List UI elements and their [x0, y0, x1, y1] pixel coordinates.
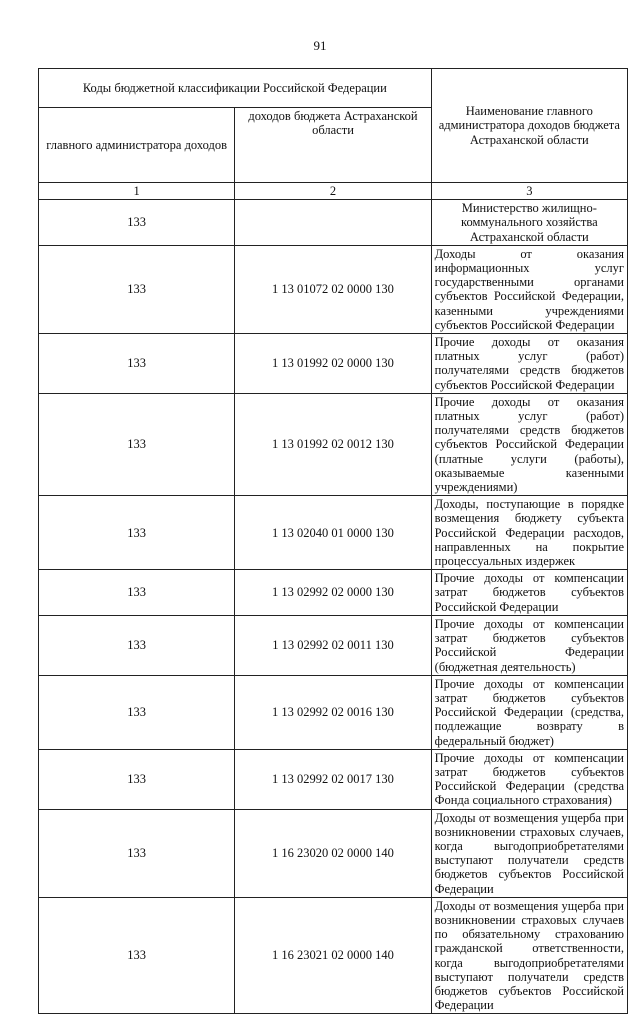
revenue-name-cell: Прочие доходы от оказания платных услуг (работ) получателями средств бюджетов субъектов Российской Федерации (платные услуги (работы), оказываемые казенными учреждениями): [431, 393, 627, 495]
admin-code-cell: 133: [39, 675, 235, 749]
revenue-classification-table: [38, 68, 628, 1014]
revenue-name-cell: Доходы, поступающие в порядке возмещения бюджету субъекта Российской Федерации расходов, направленных на покрытие процессуальных издержек: [431, 496, 627, 570]
header-administrator-name: Наименование главного администратора доходов бюджета Астраханской области: [431, 69, 627, 183]
header-chief-administrator: главного администратора доходов: [39, 108, 235, 183]
revenue-name-cell: Доходы от оказания информационных услуг государственными органами субъектов Российской Федерации, казенными учреждениями субъектов Российской Федерации: [431, 245, 627, 333]
column-number-1: 1: [39, 183, 235, 200]
admin-code-cell: 133: [39, 393, 235, 495]
table-row: [39, 245, 628, 333]
revenue-code-cell: 1 13 01992 02 0000 130: [235, 334, 431, 394]
revenue-name-cell: Прочие доходы от оказания платных услуг (работ) получателями средств бюджетов субъектов Российской Федерации: [431, 334, 627, 394]
revenue-code-cell: 1 13 02992 02 0016 130: [235, 675, 431, 749]
table-row: [39, 675, 628, 749]
header-budget-classification-codes: Коды бюджетной классификации Российской Федерации: [39, 69, 432, 108]
revenue-code-cell: 1 13 01992 02 0012 130: [235, 393, 431, 495]
revenue-name-cell: Доходы от возмещения ущерба при возникновении страховых случаев, когда выгодоприобретателями выступают получатели средств бюджетов субъектов Российской Федерации: [431, 809, 627, 897]
table-row: [39, 334, 628, 394]
revenue-code-cell: 1 16 23020 02 0000 140: [235, 809, 431, 897]
table-row: [39, 615, 628, 675]
admin-code-cell: 133: [39, 245, 235, 333]
table-row: [39, 570, 628, 616]
revenue-code-cell: 1 13 02992 02 0011 130: [235, 615, 431, 675]
admin-code-cell: 133: [39, 615, 235, 675]
admin-code-cell: 133: [39, 897, 235, 1014]
revenue-name-cell: Прочие доходы от компенсации затрат бюджетов субъектов Российской Федерации (средства, подлежащие возврату в федеральный бюджет): [431, 675, 627, 749]
revenue-name-cell: Прочие доходы от компенсации затрат бюджетов субъектов Российской Федерации: [431, 570, 627, 616]
ministry-admin-code: 133: [39, 200, 235, 246]
table-row: [39, 496, 628, 570]
header-row-numbers: [39, 183, 628, 200]
revenue-code-cell: 1 13 01072 02 0000 130: [235, 245, 431, 333]
revenue-code-cell: 1 16 23021 02 0000 140: [235, 897, 431, 1014]
header-revenue-code: доходов бюджета Астраханской области: [235, 108, 431, 183]
header-row-group: [39, 69, 628, 108]
table-row: [39, 809, 628, 897]
table-row: [39, 749, 628, 809]
admin-code-cell: 133: [39, 749, 235, 809]
ministry-revenue-code: [235, 200, 431, 246]
revenue-name-cell: Доходы от возмещения ущерба при возникновении страховых случаев по обязательному страхованию гражданской ответственности, когда выгодоприобретателями выступают получатели средств бюджетов субъектов Российской Федерации: [431, 897, 627, 1014]
admin-code-cell: 133: [39, 570, 235, 616]
column-number-3: 3: [431, 183, 627, 200]
page-number: 91: [313, 38, 327, 53]
revenue-name-cell: Прочие доходы от компенсации затрат бюджетов субъектов Российской Федерации (бюджетная деятельность): [431, 615, 627, 675]
revenue-code-cell: 1 13 02992 02 0000 130: [235, 570, 431, 616]
admin-code-cell: 133: [39, 809, 235, 897]
revenue-name-cell: Прочие доходы от компенсации затрат бюджетов субъектов Российской Федерации (средства Фонда социального страхования): [431, 749, 627, 809]
table-row: [39, 393, 628, 495]
revenue-code-cell: 1 13 02992 02 0017 130: [235, 749, 431, 809]
ministry-name: Министерство жилищно-коммунального хозяйства Астраханской области: [431, 200, 627, 246]
admin-code-cell: 133: [39, 334, 235, 394]
ministry-row: [39, 200, 628, 246]
table-row: [39, 897, 628, 1014]
revenue-code-cell: 1 13 02040 01 0000 130: [235, 496, 431, 570]
admin-code-cell: 133: [39, 496, 235, 570]
column-number-2: 2: [235, 183, 431, 200]
